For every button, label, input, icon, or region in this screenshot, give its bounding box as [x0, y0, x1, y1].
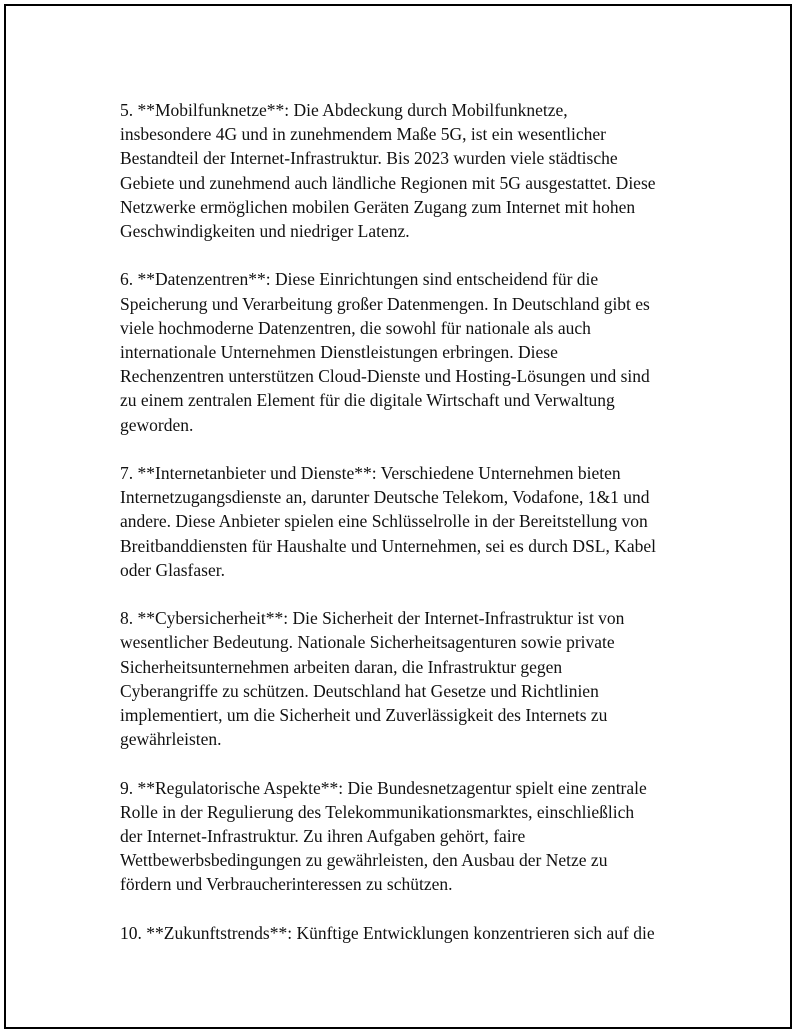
text-line: Netzwerke ermöglichen mobilen Geräten Zugang zum Internet mit hohen	[120, 196, 636, 217]
text-line: Rolle in der Regulierung des Telekommunikationsmarktes, einschließlich	[120, 801, 635, 822]
text-line: Wettbewerbsbedingungen zu gewährleisten, den Ausbau der Netze zu	[120, 850, 608, 871]
text-line: oder Glasfaser.	[120, 559, 225, 580]
text-line: Gebiete und zunehmend auch ländliche Regionen mit 5G ausgestattet. Diese	[120, 172, 656, 193]
text-line: viele hochmoderne Datenzentren, die sowohl für nationale als auch	[120, 317, 591, 338]
text-line: 9. **Regulatorische Aspekte**: Die Bundesnetzagentur spielt eine zentrale	[120, 777, 647, 798]
document-body	[120, 98, 700, 969]
text-line: gewährleisten.	[120, 729, 222, 750]
text-line: 7. **Internetanbieter und Dienste**: Verschiedene Unternehmen bieten	[120, 463, 621, 484]
text-line: andere. Diese Anbieter spielen eine Schlüsselrolle in der Bereitstellung von	[120, 511, 648, 532]
text-line: geworden.	[120, 414, 194, 435]
text-line: fördern und Verbraucherinteressen zu schützen.	[120, 874, 453, 895]
paragraph-mobilfunknetze	[120, 98, 700, 243]
text-line: insbesondere 4G und in zunehmendem Maße 5G, ist ein wesentlicher	[120, 124, 606, 145]
text-line: internationale Unternehmen Dienstleistungen erbringen. Diese	[120, 342, 558, 363]
text-line: wesentlicher Bedeutung. Nationale Sicherheitsagenturen sowie private	[120, 632, 615, 653]
paragraph-internetanbieter	[120, 461, 700, 582]
text-line: 8. **Cybersicherheit**: Die Sicherheit der Internet-Infrastruktur ist von	[120, 608, 625, 629]
page-frame	[4, 4, 792, 1029]
text-line: implementiert, um die Sicherheit und Zuverlässigkeit des Internets zu	[120, 705, 608, 726]
text-line: Geschwindigkeiten und niedriger Latenz.	[120, 221, 410, 242]
text-line: zu einem zentralen Element für die digitale Wirtschaft und Verwaltung	[120, 390, 615, 411]
text-line: 10. **Zukunftstrends**: Künftige Entwicklungen konzentrieren sich auf die	[120, 922, 655, 943]
paragraph-regulatorische-aspekte	[120, 776, 700, 897]
text-line: Internetzugangsdienste an, darunter Deutsche Telekom, Vodafone, 1&1 und	[120, 487, 650, 508]
text-line: der Internet-Infrastruktur. Zu ihren Aufgaben gehört, faire	[120, 826, 526, 847]
text-line: Sicherheitsunternehmen arbeiten daran, die Infrastruktur gegen	[120, 656, 563, 677]
text-line: Speicherung und Verarbeitung großer Datenmengen. In Deutschland gibt es	[120, 293, 650, 314]
text-line: Rechenzentren unterstützen Cloud-Dienste und Hosting-Lösungen und sind	[120, 366, 650, 387]
text-line: 5. **Mobilfunknetze**: Die Abdeckung durch Mobilfunknetze,	[120, 100, 568, 120]
text-line: 6. **Datenzentren**: Diese Einrichtungen sind entscheidend für die	[120, 269, 599, 290]
paragraph-cybersicherheit	[120, 606, 700, 751]
text-line: Cyberangriffe zu schützen. Deutschland hat Gesetze und Richtlinien	[120, 680, 599, 701]
paragraph-datenzentren	[120, 267, 700, 436]
text-line: Breitbanddiensten für Haushalte und Unternehmen, sei es durch DSL, Kabel	[120, 535, 657, 556]
text-line: Bestandteil der Internet-Infrastruktur. Bis 2023 wurden viele städtische	[120, 148, 618, 169]
paragraph-zukunftstrends	[120, 921, 700, 945]
